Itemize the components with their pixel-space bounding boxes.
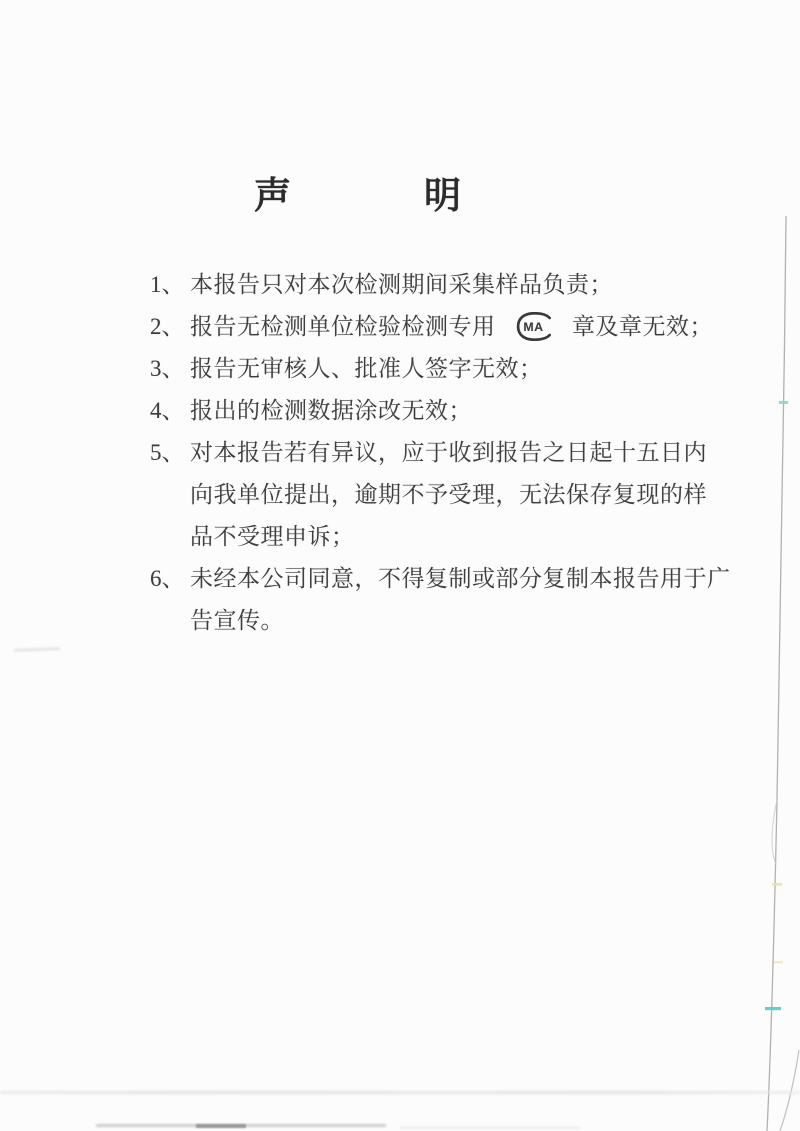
statement-text: 章及章无效； (572, 314, 713, 339)
statement-continuation-line: 向我单位提出，逾期不予受理，无法保存复现的样 (190, 482, 707, 507)
cma-ma-text: MA (523, 319, 544, 334)
statement-line (190, 432, 731, 474)
item-content (190, 264, 731, 306)
cyan-tick-upper (779, 401, 788, 404)
title-char-ming: 明 (424, 176, 461, 217)
scan-artifact-streak-full (0, 1091, 800, 1094)
item-number: 4、 (150, 398, 185, 423)
statement-line (190, 264, 731, 306)
page-title (254, 165, 461, 219)
item-number: 1、 (150, 272, 185, 297)
cma-mark-icon (516, 312, 556, 341)
statement-text: 本报告只对本次检测期间采集样品负责； (190, 272, 613, 297)
statement-line (190, 558, 731, 600)
statement-text: 报出的检测数据涂改无效； (190, 398, 472, 423)
statement-line (190, 390, 731, 432)
paper-corner-curve (780, 1050, 799, 1131)
item-number: 3、 (150, 356, 185, 381)
title-char-sheng: 声 (254, 176, 291, 217)
item-number: 5、 (150, 440, 185, 465)
statement-text: 报告无审核人、批准人签字无效； (190, 356, 543, 381)
scan-artifact-streak-mid (400, 1127, 580, 1129)
statement-item (150, 306, 731, 348)
statement-list (150, 264, 731, 642)
item-content (190, 306, 731, 348)
statement-text: 报告无检测单位检验检测专用 (190, 314, 496, 339)
statement-item (150, 558, 731, 642)
item-content (190, 432, 731, 558)
scan-artifact-streak-left (96, 1124, 386, 1127)
paper-edge-fork (772, 800, 777, 864)
statement-item (150, 432, 731, 558)
item-number: 6、 (150, 566, 185, 591)
statement-line (190, 306, 731, 348)
item-content (190, 558, 731, 642)
statement-line (190, 348, 731, 390)
item-number: 2、 (150, 314, 185, 339)
statement-text: 未经本公司同意，不得复制或部分复制本报告用于广 (190, 566, 731, 591)
statement-item (150, 348, 731, 390)
item-content (190, 390, 731, 432)
statement-item (150, 264, 731, 306)
scan-artifact-streak-dark (196, 1124, 246, 1128)
statement-continuation-line: 品不受理申诉； (190, 524, 355, 549)
yellow-tick-upper (772, 883, 782, 886)
statement-text: 对本报告若有异议，应于收到报告之日起十五日内 (190, 440, 707, 465)
statement-continuation-line: 告宣传。 (190, 608, 284, 633)
item-content (190, 348, 731, 390)
cyan-tick-lower (765, 1007, 781, 1010)
yellow-tick-lower (774, 961, 783, 963)
statement-item (150, 390, 731, 432)
paper-edge-line (767, 216, 786, 1131)
scan-artifact-smudge (14, 647, 60, 652)
